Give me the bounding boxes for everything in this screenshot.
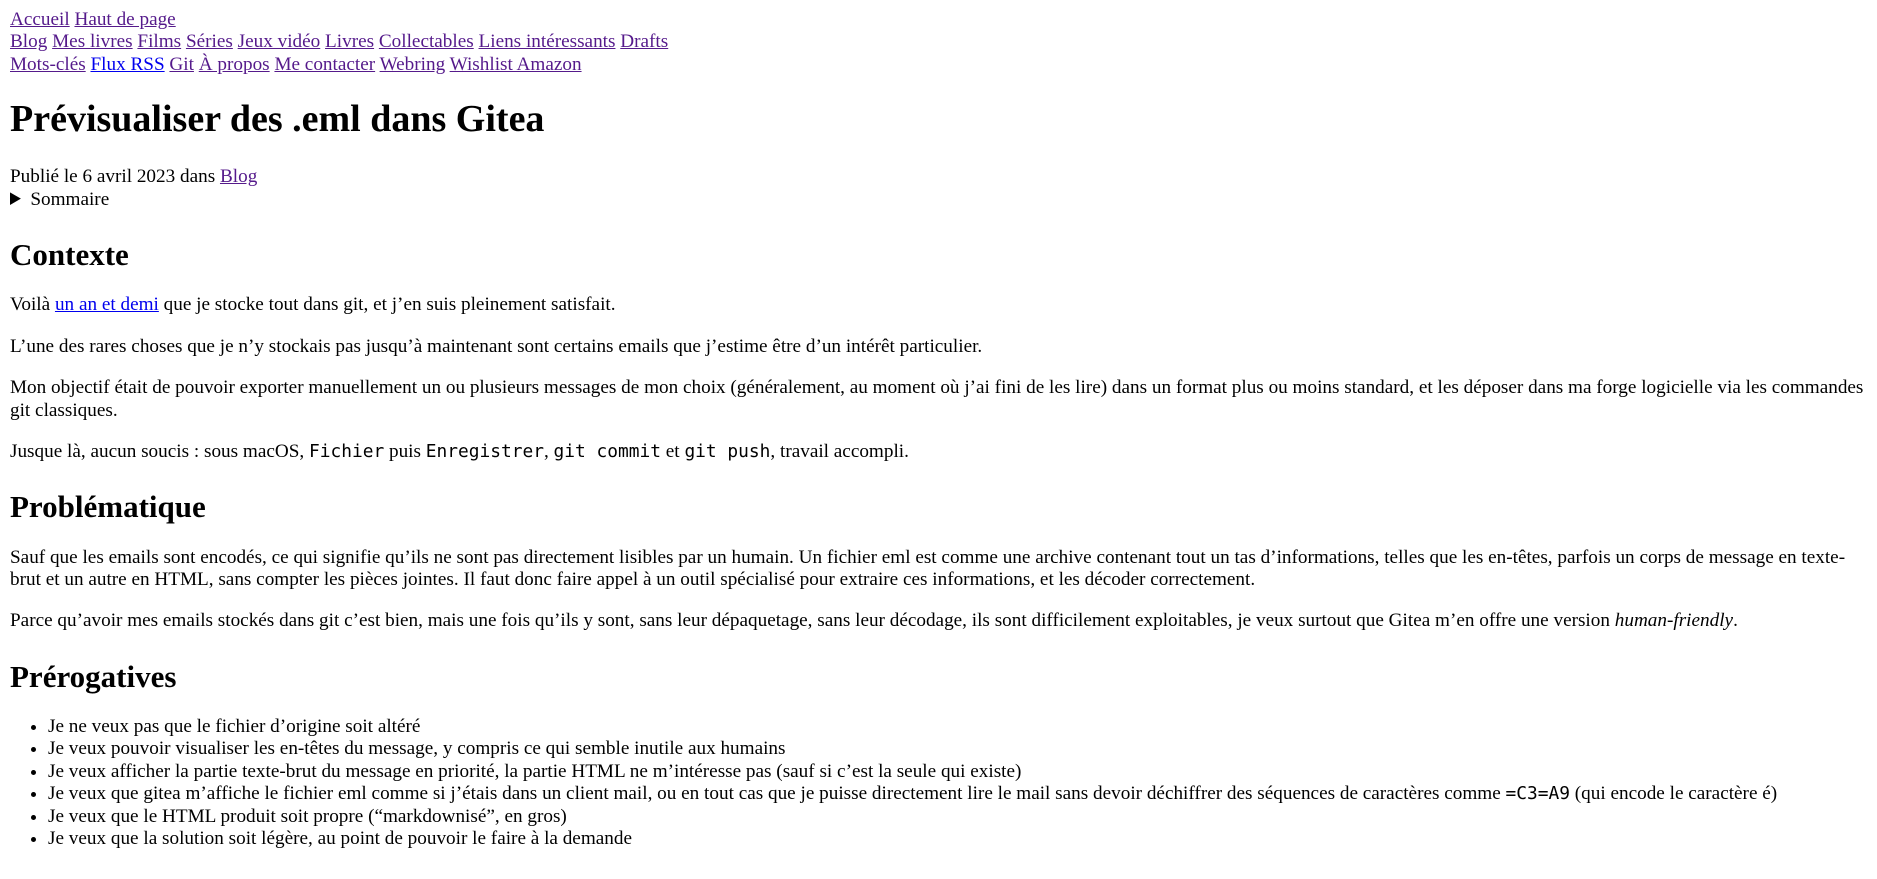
inline-code: Enregistrer <box>425 440 544 462</box>
post-category-link[interactable]: Blog <box>219 166 258 188</box>
nav-link-mots-cles[interactable]: Mots-clés <box>10 53 86 75</box>
nav-link-accueil[interactable]: Accueil <box>10 9 70 30</box>
list-item: • Je veux que le HTML produit soit propre (“markdownisé”, en gros) <box>48 806 1867 828</box>
paragraph-text: que je stocke tout dans git, et j’en suis pleinement satisfait. <box>158 294 616 316</box>
post-meta <box>10 166 1867 188</box>
nav-link-git[interactable]: Git <box>169 53 194 75</box>
nav-link-me-contacter[interactable]: Me contacter <box>274 53 376 75</box>
nav-link-drafts[interactable]: Drafts <box>620 31 669 53</box>
paragraph-text: Voilà <box>10 294 55 316</box>
inline-code: Fichier <box>308 440 385 462</box>
nav-row-categories <box>10 31 1867 53</box>
emphasis-text: human-friendly <box>1614 610 1734 632</box>
list-item: • Je veux afficher la partie texte-brut du message en priorité, la partie HTML ne m’intéresse pas (sauf si c’est la seule qui existe) <box>48 761 1867 783</box>
paragraph-text: et <box>660 440 685 462</box>
prerogatives-list <box>10 716 1867 851</box>
nav-link-a-propos[interactable]: À propos <box>198 53 270 75</box>
paragraph <box>10 610 1867 632</box>
un-an-et-demi-link[interactable]: un an et demi <box>54 294 159 316</box>
paragraph-text: Parce qu’avoir mes emails stockés dans git c’est bien, mais une fois qu’ils y sont, sans leur dépaquetage, sans leur décodage, ils sont difficilement exploitables, je veux surtout que Gitea m’en offre une version <box>10 610 1615 632</box>
paragraph: Mon objectif était de pouvoir exporter manuellement un ou plusieurs messages de mon choix (généralement, au moment où j’ai fini de les lire) dans un format plus ou moins standard, et les déposer dans ma forge logicielle via les commandes git classiques. <box>10 377 1864 421</box>
list-item <box>48 783 1867 805</box>
nav-link-mes-livres[interactable]: Mes livres <box>52 31 133 53</box>
toc-details <box>10 189 1867 211</box>
paragraph <box>10 441 1867 463</box>
nav-link-liens-interessants[interactable]: Liens intéressants <box>478 31 616 53</box>
page-title: Prévisualiser des .eml dans Gitea <box>10 98 545 141</box>
nav-link-jeux-video[interactable]: Jeux vidéo <box>237 31 321 53</box>
toc-summary[interactable] <box>10 189 1867 211</box>
list-item-text: (qui encode le caractère é) <box>1569 783 1778 805</box>
list-item: • Je ne veux pas que le fichier d’origine soit altéré <box>48 716 1867 738</box>
nav-row-meta <box>10 54 1867 76</box>
paragraph-text: , <box>543 440 554 462</box>
nav-link-haut-de-page[interactable]: Haut de page <box>74 9 176 30</box>
nav-link-webring[interactable]: Webring <box>379 53 446 75</box>
paragraph-text: puis <box>384 440 426 462</box>
top-nav <box>10 9 1867 76</box>
inline-code: =C3=A9 <box>1505 783 1570 805</box>
list-item-text: Je veux que gitea m’affiche le fichier eml comme si j’étais dans un client mail, ou en tout cas que je puisse directement lire le mail sans devoir déchiffrer des séquences de caractères comme <box>48 783 1506 805</box>
paragraph-text: . <box>1733 610 1738 632</box>
nav-link-series[interactable]: Séries <box>185 31 233 53</box>
nav-link-wishlist-amazon[interactable]: Wishlist Amazon <box>449 53 582 75</box>
nav-link-blog[interactable]: Blog <box>10 31 48 53</box>
post-meta-text: Publié le 6 avril 2023 dans <box>10 166 220 188</box>
section-heading-problematique: Problématique <box>10 489 206 525</box>
nav-row-primary <box>10 9 1867 31</box>
toc-label: Sommaire <box>30 188 110 210</box>
paragraph <box>10 294 1867 316</box>
paragraph-text: Jusque là, aucun soucis : sous macOS, <box>10 440 309 462</box>
paragraph: Sauf que les emails sont encodés, ce qui signifie qu’ils ne sont pas directement lisibles par un humain. Un fichier eml est comme une archive contenant tout un tas d’informations, telles que les en-têtes, parfois un corps de message en texte-brut et un autre en HTML, sans compter les pièces jointes. Il faut donc faire appel à un outil spécialisé pour extraire ces informations, et les décoder correctement. <box>10 546 1846 590</box>
nav-link-collectables[interactable]: Collectables <box>378 31 474 53</box>
nav-link-livres[interactable]: Livres <box>325 31 375 53</box>
section-heading-contexte: Contexte <box>10 237 129 273</box>
nav-link-flux-rss[interactable]: Flux RSS <box>90 53 165 75</box>
paragraph: L’une des rares choses que je n’y stockais pas jusqu’à maintenant sont certains emails que j’estime être d’un intérêt particulier. <box>10 335 983 357</box>
paragraph-text: , travail accompli. <box>770 440 909 462</box>
section-heading-prerogatives: Prérogatives <box>10 658 177 694</box>
inline-code: git commit <box>553 440 661 462</box>
list-item: • Je veux que la solution soit légère, au point de pouvoir le faire à la demande <box>48 828 1867 850</box>
list-item: • Je veux pouvoir visualiser les en-têtes du message, y compris ce qui semble inutile aux humains <box>48 738 1867 760</box>
nav-link-films[interactable]: Films <box>137 31 182 53</box>
inline-code: git push <box>684 440 771 462</box>
